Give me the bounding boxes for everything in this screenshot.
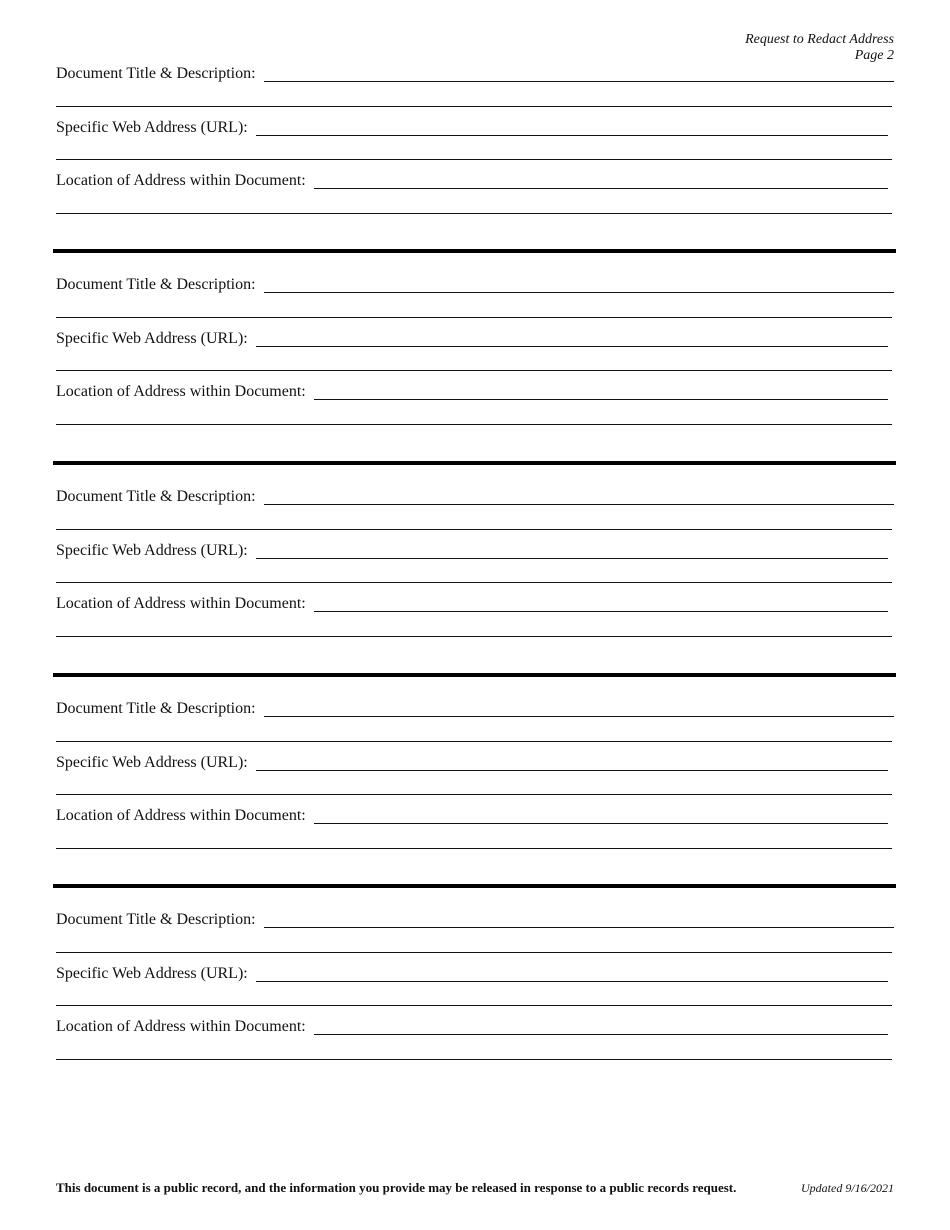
url-field[interactable] <box>256 981 888 982</box>
url-row <box>56 962 888 984</box>
location-field[interactable] <box>314 1034 888 1035</box>
location-continuation-line[interactable] <box>56 213 892 214</box>
updated-date: Updated 9/16/2021 <box>801 1181 894 1195</box>
title-description-label: Document Title & Description: <box>56 911 256 928</box>
title-description-continuation-line[interactable] <box>56 952 892 953</box>
url-field[interactable] <box>256 770 888 771</box>
title-description-row <box>56 697 894 719</box>
url-row <box>56 751 888 773</box>
title-description-label: Document Title & Description: <box>56 488 256 505</box>
title-description-label: Document Title & Description: <box>56 65 256 82</box>
title-description-continuation-line[interactable] <box>56 106 892 107</box>
url-continuation-line[interactable] <box>56 1005 892 1006</box>
title-description-continuation-line[interactable] <box>56 741 892 742</box>
title-description-label: Document Title & Description: <box>56 700 256 717</box>
title-description-field[interactable] <box>264 504 894 505</box>
location-continuation-line[interactable] <box>56 1059 892 1060</box>
location-label: Location of Address within Document: <box>56 1018 306 1035</box>
title-description-label: Document Title & Description: <box>56 276 256 293</box>
location-row <box>56 380 888 402</box>
url-label: Specific Web Address (URL): <box>56 119 248 136</box>
title-description-row <box>56 485 894 507</box>
url-continuation-line[interactable] <box>56 794 892 795</box>
url-row <box>56 116 888 138</box>
form-title: Request to Redact Address <box>745 32 894 47</box>
location-field[interactable] <box>314 188 888 189</box>
location-row <box>56 169 888 191</box>
title-description-row <box>56 908 894 930</box>
url-field[interactable] <box>256 558 888 559</box>
location-row <box>56 592 888 614</box>
location-field[interactable] <box>314 399 888 400</box>
location-continuation-line[interactable] <box>56 848 892 849</box>
title-description-field[interactable] <box>264 716 894 717</box>
location-field[interactable] <box>314 611 888 612</box>
url-label: Specific Web Address (URL): <box>56 330 248 347</box>
location-label: Location of Address within Document: <box>56 807 306 824</box>
location-continuation-line[interactable] <box>56 636 892 637</box>
entry-separator <box>53 249 896 253</box>
url-label: Specific Web Address (URL): <box>56 542 248 559</box>
location-row <box>56 1015 888 1037</box>
title-description-continuation-line[interactable] <box>56 317 892 318</box>
location-row <box>56 804 888 826</box>
url-row <box>56 539 888 561</box>
entry-separator <box>53 461 896 465</box>
page-header <box>745 32 894 64</box>
url-label: Specific Web Address (URL): <box>56 965 248 982</box>
url-continuation-line[interactable] <box>56 159 892 160</box>
entry-separator <box>53 884 896 888</box>
title-description-field[interactable] <box>264 292 894 293</box>
url-row <box>56 327 888 349</box>
page-footer <box>56 1180 894 1196</box>
location-continuation-line[interactable] <box>56 424 892 425</box>
url-continuation-line[interactable] <box>56 582 892 583</box>
location-label: Location of Address within Document: <box>56 172 306 189</box>
location-label: Location of Address within Document: <box>56 595 306 612</box>
title-description-field[interactable] <box>264 927 894 928</box>
entry-separator <box>53 673 896 677</box>
url-field[interactable] <box>256 135 888 136</box>
title-description-field[interactable] <box>264 81 894 82</box>
location-label: Location of Address within Document: <box>56 383 306 400</box>
url-field[interactable] <box>256 346 888 347</box>
title-description-continuation-line[interactable] <box>56 529 892 530</box>
url-label: Specific Web Address (URL): <box>56 754 248 771</box>
location-field[interactable] <box>314 823 888 824</box>
public-record-notice: This document is a public record, and the information you provide may be released in response to a public records request. <box>56 1180 737 1195</box>
title-description-row <box>56 273 894 295</box>
url-continuation-line[interactable] <box>56 370 892 371</box>
page-number: Page 2 <box>854 48 894 63</box>
title-description-row <box>56 62 894 84</box>
